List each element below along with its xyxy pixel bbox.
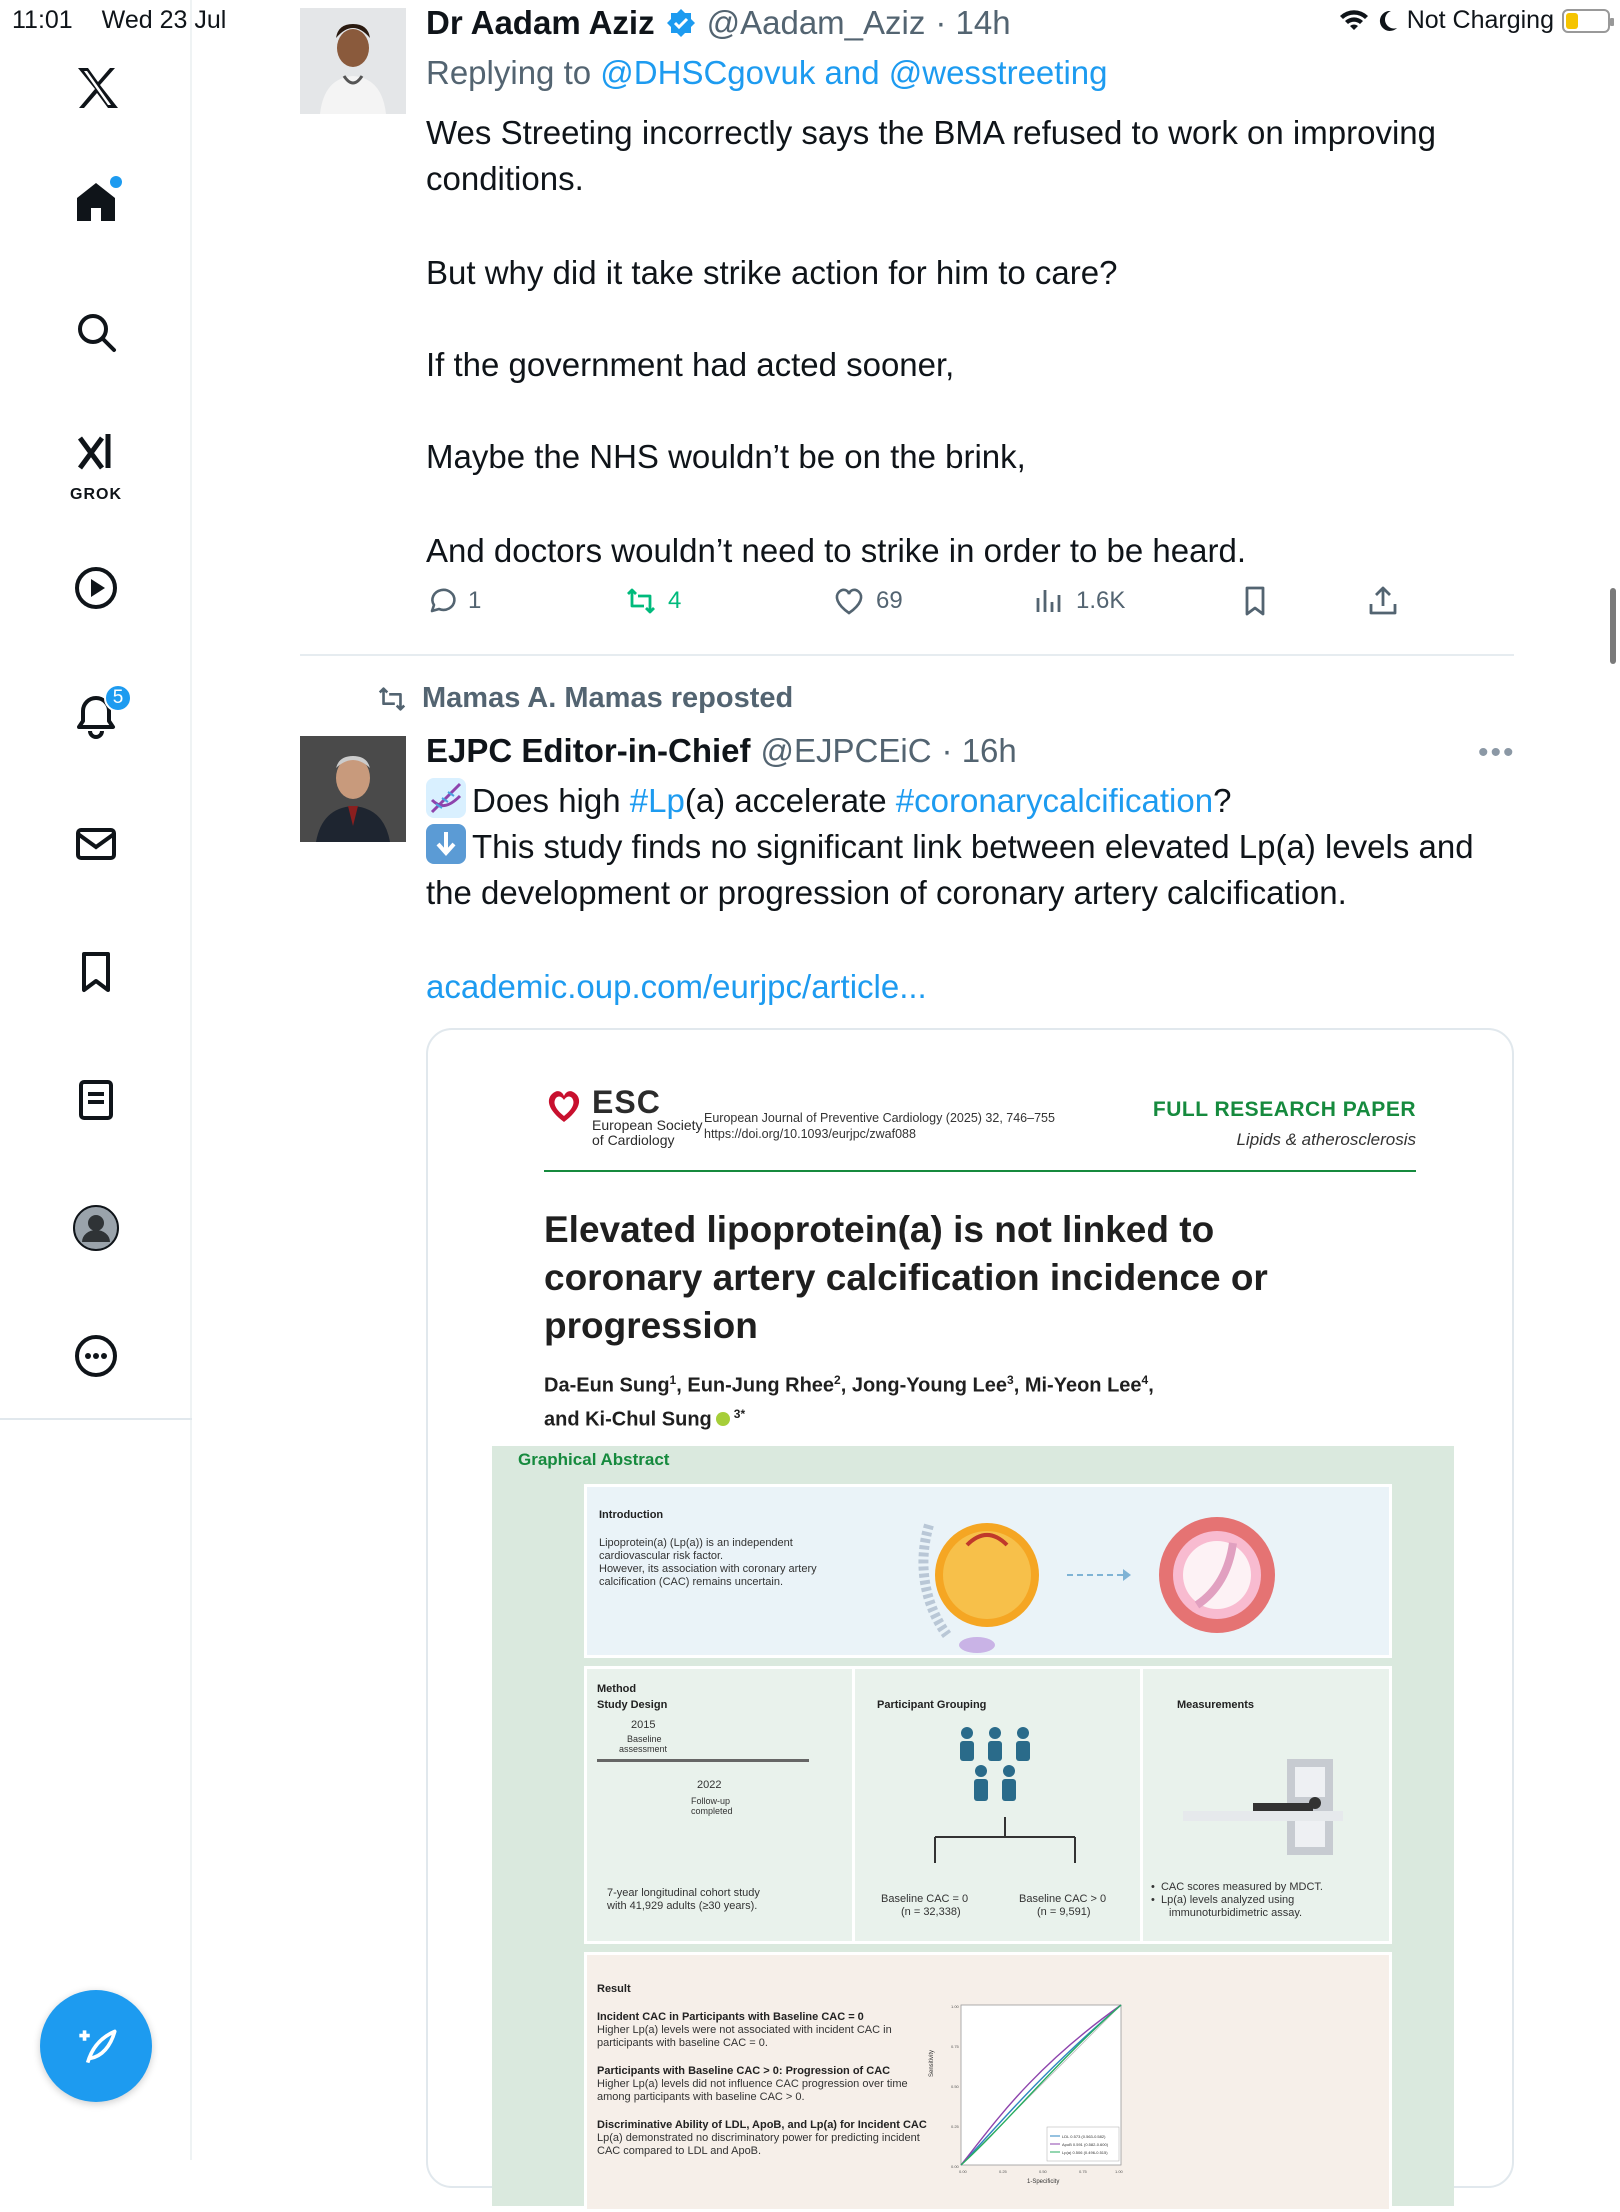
wifi-icon	[1339, 9, 1369, 33]
analytics-icon	[1032, 584, 1066, 618]
tweet2-line2: This study finds no significant link between elevated Lp(a) levels and the development or progression of coronary artery calcification.	[426, 828, 1474, 911]
tweet2-avatar[interactable]	[300, 736, 406, 842]
roc-ytick-0: 0.00	[951, 2164, 959, 2169]
views-button[interactable]	[1032, 584, 1125, 618]
ga-method	[584, 1666, 1392, 1944]
tweet2-text-line-1	[426, 778, 1516, 824]
tweet1-text-line-1: Wes Streeting incorrectly says the BMA refused to work on improving conditions.	[426, 114, 1436, 197]
reply-count: 1	[468, 587, 482, 614]
dna-emoji-icon	[426, 778, 466, 818]
doctor-avatar-photo	[300, 8, 406, 114]
result3-line-2: CAC compared to LDL and ApoB.	[597, 2145, 762, 2157]
replying-targets[interactable]: @DHSCgovuk and @wesstreeting	[600, 54, 1108, 91]
bookmark-glyph	[72, 948, 120, 996]
mail-glyph	[72, 820, 120, 868]
author-4-sup: 4	[1141, 1373, 1149, 1387]
ga-introduction	[584, 1484, 1392, 1658]
result2-line-1: Higher Lp(a) levels did not influence CAC progression over time	[597, 2078, 908, 2090]
esc-heart-icon	[544, 1086, 584, 1126]
list-glyph	[72, 1076, 120, 1124]
measurements-column	[1143, 1669, 1395, 1941]
intro-line-4: calcification (CAC) remains uncertain.	[599, 1576, 784, 1588]
bookmark-icon[interactable]	[60, 936, 132, 1008]
tweet1-avatar[interactable]	[300, 8, 406, 114]
year-2022: 2022	[697, 1779, 722, 1791]
result3-line-1: Lp(a) demonstrated no discriminatory power for predicting incident	[597, 2132, 920, 2144]
group2-line-1: Baseline CAC > 0	[1019, 1893, 1107, 1905]
study-design-heading: Study Design	[597, 1699, 668, 1711]
meas-text-1: CAC scores measured by MDCT.	[1160, 1881, 1323, 1893]
charging-status: Not Charging	[1406, 6, 1554, 34]
replying-prefix: Replying to	[426, 54, 592, 91]
lipoprotein-artery-illustration	[917, 1505, 1327, 1655]
result3-heading: Discriminative Ability of LDL, ApoB, and Lp(a) for Incident CAC	[597, 2119, 927, 2131]
compose-button[interactable]	[40, 1990, 152, 2102]
battery-icon	[1562, 9, 1610, 33]
status-date: Wed 23 Jul	[101, 6, 227, 34]
grouping-column	[855, 1669, 1143, 1941]
cohort-line-1: 7-year longitudinal cohort study	[607, 1887, 760, 1899]
study-design-column	[587, 1669, 855, 1941]
meas-line-2: • Lp(a) levels analyzed using	[1151, 1894, 1295, 1906]
graphical-abstract	[492, 1446, 1454, 2206]
home-icon[interactable]	[60, 166, 132, 238]
timeline-bar	[597, 1759, 809, 1762]
year-2015: 2015	[631, 1719, 656, 1731]
author-3: Jong-Young Lee	[851, 1374, 1008, 1397]
roc-legend-ldl: LDL 0.573 (0.563-0.582)	[1062, 2134, 1106, 2139]
roc-xtick-1: 0.25	[999, 2169, 1007, 2174]
repost-icon	[624, 584, 658, 618]
home-unread-dot	[110, 176, 122, 188]
tweet2-author-name[interactable]: EJPC Editor-in-Chief	[426, 732, 751, 769]
share-button[interactable]	[1366, 584, 1400, 618]
roc-ylabel: Sensitivity	[929, 2049, 935, 2077]
result1-heading: Incident CAC in Participants with Baseline CAC = 0	[597, 2011, 864, 2023]
grouping-heading: Participant Grouping	[877, 1699, 987, 1711]
intro-line-2: cardiovascular risk factor.	[599, 1550, 724, 1562]
dna-glyph	[426, 778, 466, 818]
roc-ytick-2: 0.50	[951, 2084, 959, 2089]
heart-icon	[832, 584, 866, 618]
grok-glyph	[72, 428, 120, 476]
tweet1-text-line-5: And doctors wouldn’t need to strike in order to be heard.	[426, 532, 1246, 569]
tweet1-action-bar	[424, 584, 1404, 632]
verified-badge-icon	[665, 7, 697, 39]
author-5: and Ki-Chul Sung	[544, 1408, 712, 1431]
tweet2-text-line-2	[426, 824, 1516, 916]
x-logo-icon[interactable]	[60, 52, 132, 124]
roc-legend-apob: ApoB 0.591 (0.582-0.600)	[1062, 2142, 1109, 2147]
avatar-icon[interactable]	[60, 1192, 132, 1264]
list-icon[interactable]	[60, 1064, 132, 1136]
tweet2-handle[interactable]: @EJPCEiC	[760, 732, 932, 769]
intro-line-3: However, its association with coronary artery	[599, 1563, 817, 1575]
ct-scanner-illustration	[1183, 1759, 1353, 1859]
roc-xlabel: 1-Specificity	[1027, 2179, 1060, 2185]
play-icon[interactable]	[60, 552, 132, 624]
follow-line-1: Follow-up	[691, 1796, 731, 1806]
tweet2-header	[426, 732, 1017, 770]
x-logo-glyph	[72, 64, 120, 112]
result-heading: Result	[597, 1983, 631, 1995]
tweet2-line1-pre: Does high	[472, 782, 630, 819]
tweet-separator	[300, 654, 1514, 656]
ga-title: Graphical Abstract	[518, 1450, 670, 1469]
hashtag-lp[interactable]: #Lp	[629, 782, 685, 819]
measurements-heading: Measurements	[1177, 1699, 1255, 1711]
author-2: Eun-Jung Rhee	[687, 1374, 835, 1397]
reply-icon	[424, 584, 458, 618]
roc-legend-lpa: Lp(a) 0.506 (0.496-0.515)	[1062, 2150, 1108, 2155]
method-heading: Method	[597, 1683, 637, 1695]
baseline-line-2: assessment	[619, 1744, 668, 1754]
avatar-glyph	[72, 1204, 120, 1252]
search-icon[interactable]	[60, 296, 132, 368]
tweet2-line1-post: ?	[1213, 782, 1232, 819]
author-1: Da-Eun Sung	[544, 1374, 670, 1397]
tweet1-text-line-2: But why did it take strike action for him to care?	[426, 254, 1118, 291]
follow-line-2: completed	[691, 1806, 733, 1816]
repost-button[interactable]	[624, 584, 681, 618]
status-bar-right	[1339, 6, 1610, 35]
author-1-sup: 1	[669, 1373, 677, 1387]
repost-context-icon	[376, 683, 408, 715]
esc-sub-1: European Society	[592, 1117, 703, 1133]
article-card[interactable]	[426, 1028, 1514, 2188]
down-arrow-emoji-icon	[426, 824, 466, 864]
tweet2-more-button[interactable]: •••	[1478, 736, 1516, 769]
grok-icon[interactable]	[60, 418, 132, 503]
people-group-icon	[955, 1725, 1035, 1815]
paper-type: FULL RESEARCH PAPER	[1152, 1098, 1416, 1121]
bookmark-button[interactable]	[1238, 584, 1272, 618]
author-3-sup: 3	[1007, 1373, 1014, 1387]
roc-curve-chart	[927, 1987, 1137, 2197]
down-arrow-glyph	[426, 824, 466, 864]
tweet1-replying-to	[426, 54, 1108, 92]
notification-badge: 5	[104, 684, 132, 712]
tweet1-header	[426, 4, 1011, 42]
roc-xtick-4: 1.00	[1115, 2169, 1123, 2174]
repost-context[interactable]	[376, 682, 793, 715]
tweet1-text-line-3: If the government had acted sooner,	[426, 346, 955, 383]
play-glyph	[72, 564, 120, 612]
ga-result	[584, 1952, 1392, 2212]
compose-icon	[71, 2021, 121, 2071]
tweet1-author-name[interactable]: Dr Aadam Aziz	[426, 4, 655, 41]
tweet1-text-line-4: Maybe the NHS wouldn’t be on the brink,	[426, 438, 1026, 475]
esc-wordmark: ESC	[592, 1084, 661, 1120]
result2-line-2: among participants with baseline CAC > 0.	[597, 2091, 805, 2103]
like-button[interactable]	[832, 584, 903, 618]
cohort-line-2: with 41,929 adults (≥30 years).	[607, 1900, 758, 1912]
views-count: 1.6K	[1076, 587, 1126, 614]
bell-icon[interactable]	[60, 680, 132, 752]
page-scrollbar[interactable]	[1610, 588, 1616, 664]
paper-title: Elevated lipoprotein(a) is not linked to coronary artery calcification incidence or progression	[544, 1209, 1268, 1346]
sidebar-divider	[0, 1418, 192, 1420]
roc-ytick-4: 1.00	[951, 2004, 959, 2009]
author-2-sup: 2	[834, 1373, 841, 1387]
repost-count: 4	[668, 587, 682, 614]
moon-icon	[1377, 9, 1399, 33]
esc-logo	[544, 1086, 703, 1148]
like-count: 69	[876, 587, 903, 614]
tweet1-time[interactable]: · 14h	[935, 4, 1011, 41]
more-icon[interactable]	[60, 1320, 132, 1392]
meas-line-3: immunoturbidimetric assay.	[1169, 1907, 1303, 1919]
search-glyph	[72, 308, 120, 356]
status-time: 11:01	[12, 6, 73, 34]
tweet2-time[interactable]: · 16h	[941, 732, 1017, 769]
paper-preview	[428, 1030, 1512, 2186]
author-4: Mi-Yeon Lee	[1024, 1374, 1142, 1397]
result2-heading: Participants with Baseline CAC > 0: Progression of CAC	[597, 2065, 891, 2077]
share-icon	[1366, 584, 1400, 618]
intro-line-1: Lipoprotein(a) (Lp(a)) is an independent	[599, 1537, 793, 1549]
grok-label: GROK	[70, 486, 122, 503]
roc-xtick-3: 0.75	[1079, 2169, 1087, 2174]
hashtag-coronarycalcification[interactable]: #coronarycalcification	[895, 782, 1214, 819]
result1-line-1: Higher Lp(a) levels were not associated with incident CAC in	[597, 2024, 892, 2036]
journal-doi: https://doi.org/10.1093/eurjpc/zwaf088	[704, 1127, 916, 1141]
journal-citation	[704, 1110, 1055, 1142]
roc-ytick-3: 0.75	[951, 2044, 959, 2049]
orcid-icon	[716, 1412, 730, 1426]
esc-sub-2: of Cardiology	[592, 1132, 675, 1148]
tweet2-link[interactable]: academic.oup.com/eurjpc/article...	[426, 968, 927, 1005]
journal-name: European Journal of Preventive Cardiology (2025) 32, 746–755	[704, 1111, 1055, 1125]
paper-section: Lipids & atherosclerosis	[1236, 1130, 1416, 1149]
group1-line-1: Baseline CAC = 0	[881, 1893, 969, 1905]
baseline-line-1: Baseline	[627, 1734, 662, 1744]
group2-line-2: (n = 9,591)	[1037, 1906, 1091, 1918]
tweet2-line1-mid: (a) accelerate	[684, 782, 896, 819]
intro-heading: Introduction	[599, 1509, 664, 1521]
reply-button[interactable]	[424, 584, 481, 618]
result1-line-2: participants with baseline CAC = 0.	[597, 2037, 768, 2049]
roc-xtick-0: 0.00	[959, 2169, 967, 2174]
more-glyph	[72, 1332, 120, 1380]
meas-text-2: Lp(a) levels analyzed using	[1160, 1894, 1295, 1906]
author-5-sup: 3*	[733, 1406, 746, 1421]
paper-authors: Da-Eun Sung$^1$, Eun-Jung Rhee$^2$, Jong-Young Lee$^3$, Mi-Yeon Lee$^4$, and Ki-Chul Sung $^{3*}$	[544, 1373, 1154, 1431]
tweet1-handle[interactable]: @Aadam_Aziz	[706, 4, 926, 41]
sidebar	[0, 0, 192, 2160]
roc-ytick-1: 0.25	[951, 2124, 959, 2129]
grouping-split-lines	[905, 1817, 1105, 1867]
roc-xtick-2: 0.50	[1039, 2169, 1047, 2174]
meas-line-1: • CAC scores measured by MDCT.	[1151, 1881, 1323, 1893]
paper-header-rule	[544, 1170, 1416, 1172]
bookmark-action-icon	[1238, 584, 1272, 618]
reposted-by: Mamas A. Mamas reposted	[422, 682, 794, 714]
mail-icon[interactable]	[60, 808, 132, 880]
group1-line-2: (n = 32,338)	[901, 1906, 961, 1918]
editor-avatar-photo	[300, 736, 406, 842]
